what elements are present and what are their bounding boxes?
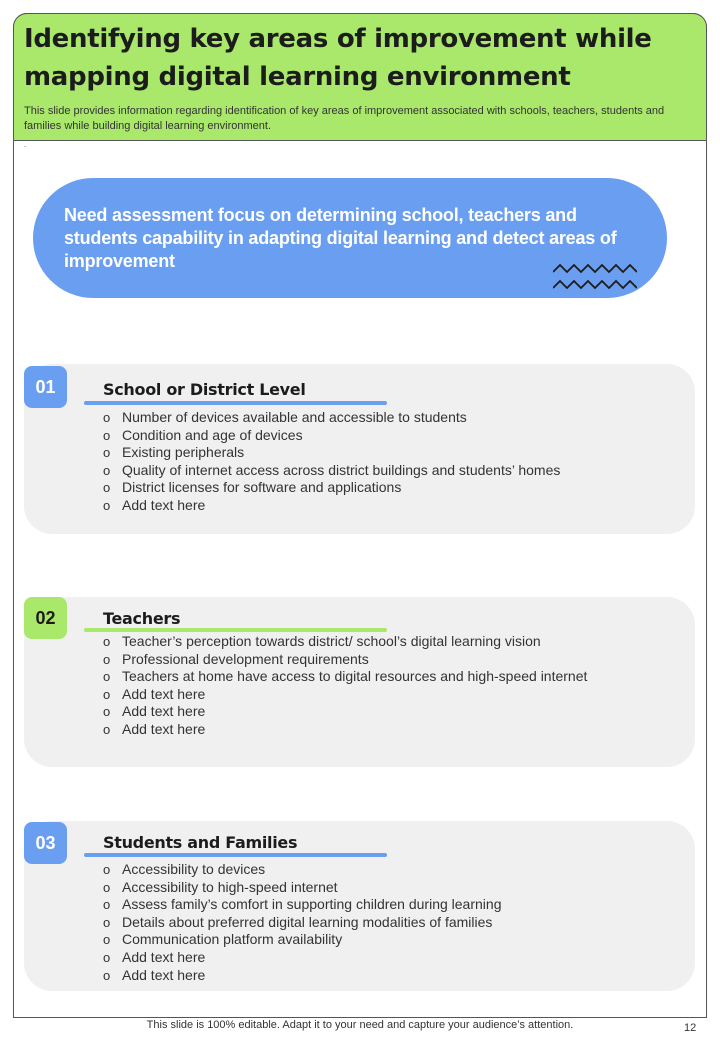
list-item: o Teacher’s perception towards district/ school’s digital learning vision bbox=[103, 633, 541, 649]
bullet-marker-icon: o bbox=[103, 497, 111, 513]
list-item: o Professional development requirements bbox=[103, 650, 369, 667]
page-number: 12 bbox=[684, 1022, 697, 1034]
list-item: o Add text here bbox=[103, 685, 206, 702]
section-title: School or District Level bbox=[103, 380, 306, 399]
bullet-marker-icon: o bbox=[103, 634, 111, 649]
list-item: o Communication platform availability bbox=[103, 931, 343, 948]
section-title-underline bbox=[84, 401, 387, 405]
stray-dot: . bbox=[24, 140, 27, 149]
bullet-marker-icon: o bbox=[103, 686, 111, 702]
section-bullet-list bbox=[103, 409, 560, 515]
section-number-badge: 03 bbox=[24, 822, 67, 864]
section-title: Teachers bbox=[103, 609, 181, 628]
section-title-underline bbox=[84, 628, 387, 632]
assessment-banner bbox=[33, 178, 667, 298]
bullet-marker-icon: o bbox=[103, 462, 111, 478]
section-bullet-list bbox=[103, 633, 587, 739]
list-item: o Add text here bbox=[103, 966, 206, 983]
slide-header bbox=[13, 13, 707, 141]
bullet-marker-icon: o bbox=[103, 480, 111, 496]
bullet-marker-icon: o bbox=[103, 949, 111, 965]
bullet-marker-icon: o bbox=[103, 862, 111, 877]
page-title: Identifying key areas of improvement while mapping digital learning environment bbox=[24, 24, 652, 92]
list-item: o Assess family’s comfort in supporting children during learning bbox=[103, 896, 502, 913]
bullet-marker-icon: o bbox=[103, 897, 111, 913]
bullet-marker-icon: o bbox=[103, 704, 111, 720]
section-title-underline bbox=[84, 853, 387, 857]
section-number-badge: 02 bbox=[24, 597, 67, 639]
list-item: o Accessibility to devices bbox=[103, 861, 266, 877]
bullet-marker-icon: o bbox=[103, 445, 111, 461]
bullet-marker-icon: o bbox=[103, 410, 111, 425]
list-item: o Quality of internet access across district buildings and students’ homes bbox=[103, 461, 561, 478]
list-item: o Add text here bbox=[103, 948, 206, 965]
footer-note: This slide is 100% editable. Adapt it to your need and capture your audience’s attention. bbox=[146, 1019, 574, 1031]
list-item: o Condition and age of devices bbox=[103, 426, 303, 443]
banner-text: Need assessment focus on determining school, teachers and students capability in adapting digital learning and detect areas of improvement bbox=[64, 205, 617, 271]
bullet-marker-icon: o bbox=[103, 669, 111, 685]
bullet-marker-icon: o bbox=[103, 967, 111, 983]
section-bullet-list bbox=[103, 861, 501, 984]
list-item: o Details about preferred digital learning modalities of families bbox=[103, 913, 493, 930]
bullet-marker-icon: o bbox=[103, 651, 111, 667]
section-title: Students and Families bbox=[103, 833, 298, 852]
bullet-marker-icon: o bbox=[103, 721, 111, 737]
list-item: o Add text here bbox=[103, 496, 206, 513]
bullet-marker-icon: o bbox=[103, 932, 111, 948]
section-number-badge: 01 bbox=[24, 366, 67, 408]
bullet-marker-icon: o bbox=[103, 914, 111, 930]
zigzag-decoration-icon bbox=[553, 262, 637, 292]
list-item: o Teachers at home have access to digital resources and high-speed internet bbox=[103, 668, 588, 685]
bullet-marker-icon: o bbox=[103, 879, 111, 895]
bullet-marker-icon: o bbox=[103, 427, 111, 443]
page-subtitle: This slide provides information regarding identification of key areas of improvement associated with schools, teachers, students and families while building digital learning environment. bbox=[24, 105, 665, 132]
list-item: o Add text here bbox=[103, 703, 206, 720]
list-item: o Number of devices available and accessible to students bbox=[103, 409, 467, 425]
list-item: o District licenses for software and applications bbox=[103, 479, 402, 496]
list-item: o Add text here bbox=[103, 720, 206, 737]
list-item: o Accessibility to high-speed internet bbox=[103, 878, 338, 895]
list-item: o Existing peripherals bbox=[103, 444, 245, 461]
